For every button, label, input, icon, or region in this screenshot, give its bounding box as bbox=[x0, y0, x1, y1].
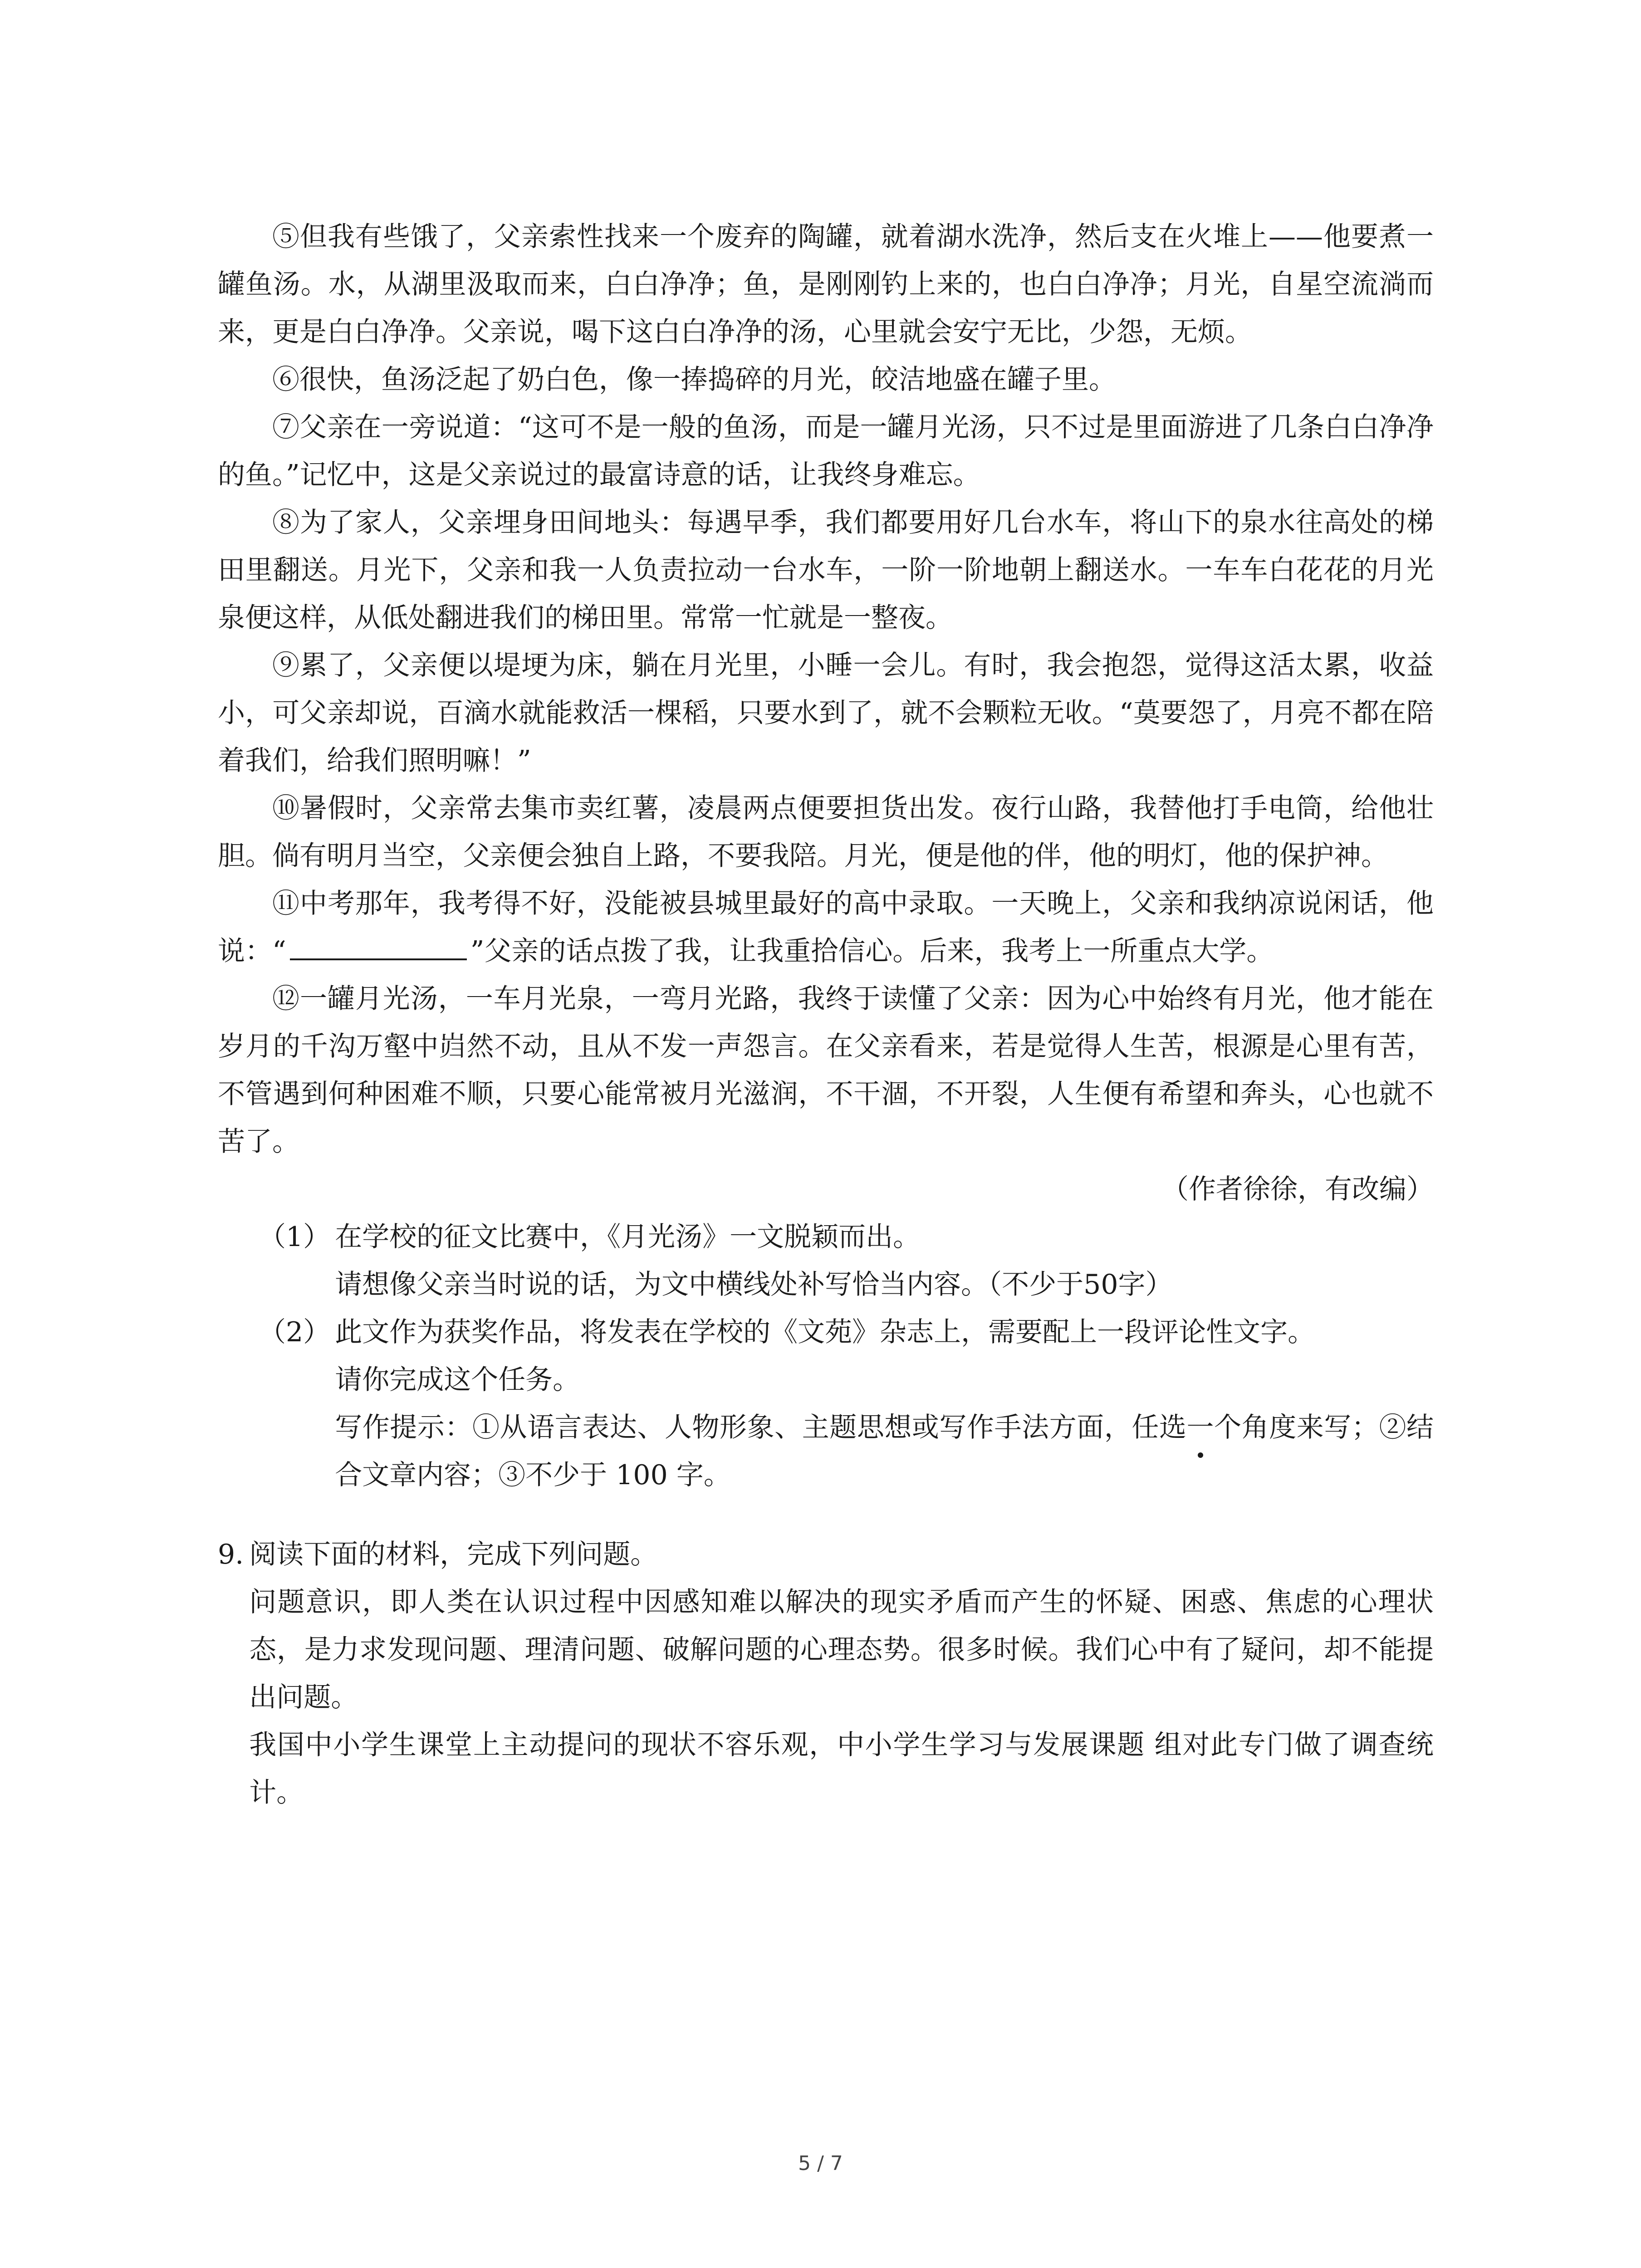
question-9-material-1: 问题意识，即人类在认识过程中因感知难以解决的现实矛盾而产生的怀疑、困惑、焦虑的心理状态，是力求发现问题、理清问题、破解问题的心理态势。很多时候。我们心中有了疑问，却不能提出问题。 bbox=[249, 1586, 1434, 1713]
subquestion-1-line-2: 请想像父亲当时说的话，为文中横线处补写恰当内容。（不少于50字） bbox=[335, 1269, 1173, 1300]
paragraph-11-text-before: ⑪中考那年，我考得不好，没能被县城里最好的高中录取。一天晚上，父亲和我纳凉说闲话，他说：“ bbox=[218, 888, 1434, 967]
paragraph-10: ⑩暑假时，父亲常去集市卖红薯，凌晨两点便要担货出发。夜行山路，我替他打手电筒，给他壮胆。倘有明月当空，父亲便会独自上路，不要我陪。月光，便是他的伴，他的明灯，他的保护神。 bbox=[218, 792, 1434, 872]
subquestion-1 bbox=[259, 1213, 1434, 1309]
writing-hint-before: 写作提示：①从语言表达、人物形象、主题思想或写作手法方面，任选 bbox=[335, 1412, 1187, 1443]
subquestion-2-label: （2） bbox=[259, 1316, 331, 1348]
question-9-material-2: 我国中小学生课堂上主动提问的现状不容乐观，中小学生学习与发展课题 组对此专门做了调查统计。 bbox=[249, 1729, 1434, 1809]
paragraph-5: ⑤但我有些饿了，父亲索性找来一个废弃的陶罐，就着湖水洗净，然后支在火堆上——他要煮一罐鱼汤。水，从湖里汲取而来，白白净净；鱼，是刚刚钓上来的，也白白净净；月光，自星空流淌而来，更是白白净净。父亲说，喝下这白白净净的汤，心里就会安宁无比，少怨，无烦。 bbox=[218, 221, 1434, 348]
paragraph-7: ⑦父亲在一旁说道：“这可不是一般的鱼汤，而是一罐月光汤，只不过是里面游进了几条白白净净的鱼。”记忆中，这是父亲说过的最富诗意的话，让我终身难忘。 bbox=[218, 411, 1434, 491]
writing-hint bbox=[335, 1404, 1434, 1499]
document-body bbox=[218, 213, 1434, 1817]
question-9-body bbox=[244, 1531, 1434, 1817]
paragraph-8: ⑧为了家人，父亲埋身田间地头：每遇早季，我们都要用好几台水车，将山下的泉水往高处的梯田里翻送。月光下，父亲和我一人负责拉动一台水车，一阶一阶地朝上翻送水。一车车白花花的月光泉便这样，从低处翻进我们的梯田里。常常一忙就是一整夜。 bbox=[218, 507, 1434, 634]
subquestion-2-line-2: 请你完成这个任务。 bbox=[335, 1364, 580, 1396]
subquestion-2-line-1: 此文作为获奖作品，将发表在学校的《文苑》杂志上，需要配上一段评论性文字。 bbox=[335, 1316, 1315, 1348]
emphasized-character: 一 bbox=[1187, 1404, 1214, 1452]
subquestion-2-body bbox=[330, 1309, 1434, 1499]
subquestion-1-body bbox=[330, 1213, 1434, 1309]
paragraph-12: ⑫一罐月光汤，一车月光泉，一弯月光路，我终于读懂了父亲：因为心中始终有月光，他才能在岁月的千沟万壑中岿然不动，且从不发一声怨言。在父亲看来，若是觉得人生苦，根源是心里有苦，不管遇到何种困难不顺，只要心能常被月光滋润，不干涸，不开裂，人生便有希望和奔头，心也就不苦了。 bbox=[218, 983, 1434, 1158]
paragraph-9: ⑨累了，父亲便以堤埂为床，躺在月光里，小睡一会儿。有时，我会抱怨，觉得这活太累，收益小，可父亲却说，百滴水就能救活一棵稻，只要水到了，就不会颗粒无收。“莫要怨了，月亮不都在陪着我们，给我们照明嘛！” bbox=[218, 650, 1434, 777]
question-9 bbox=[218, 1531, 1434, 1817]
paragraph-11-text-after: ”父亲的话点拨了我，让我重拾信心。后来，我考上一所重点大学。 bbox=[470, 935, 1274, 967]
page-number: 5 / 7 bbox=[798, 2152, 843, 2175]
subquestion-2 bbox=[259, 1309, 1434, 1499]
question-9-number: 9. bbox=[218, 1539, 244, 1570]
author-credit: （作者徐徐，有改编） bbox=[1161, 1173, 1434, 1205]
paragraph-6: ⑥很快，鱼汤泛起了奶白色，像一捧捣碎的月光，皎洁地盛在罐子里。 bbox=[272, 364, 1116, 396]
question-9-prompt: 阅读下面的材料，完成下列问题。 bbox=[249, 1539, 658, 1570]
subquestion-1-line-1: 在学校的征文比赛中，《月光汤》一文脱颖而出。 bbox=[335, 1221, 921, 1253]
fill-in-blank bbox=[290, 929, 467, 960]
subquestion-1-label: （1） bbox=[259, 1221, 331, 1253]
paragraph-11 bbox=[218, 880, 1434, 975]
writing-hint-after: 个角度来写；②结合文章内容；③不少于 100 字。 bbox=[335, 1412, 1434, 1491]
